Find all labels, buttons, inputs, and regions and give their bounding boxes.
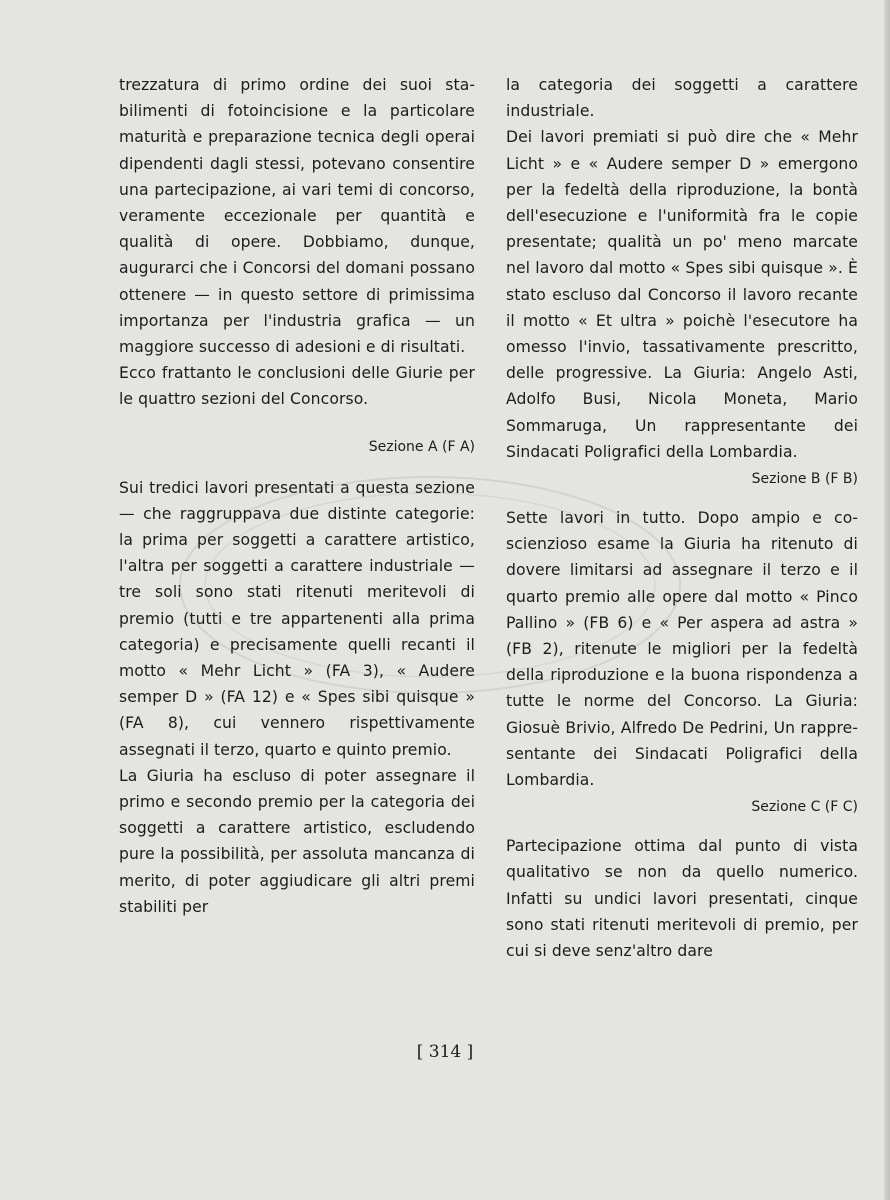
right-paragraph-1: la categoria dei soggetti a carattere industriale. [506,76,858,121]
page-number: [ 314 ] [416,1042,474,1062]
section-heading-a: Sezione A (F A) [368,438,475,455]
left-paragraph-1: trezzatura di primo ordine dei suoi stabilimenti di fotoincisione e la particolare maturità e preparazione tecnica degli operai dipendenti dagli stessi, potevano consentire una partecipazione, ai vari temi di concorso, veramente eccezionale per quantità e qualità di opere. Dobbiamo, dunque, augurarci che i Concorsi del domani possano ottenere — in questo settore di primissima importanza per l'industria grafica — un maggiore successo di adesioni e di risultati. [119,76,475,357]
left-paragraph-3: Sui tredici lavori presentati a questa sezione — che raggruppava due distinte categorie: la prima per soggetti a carattere artistico, l'altra per soggetti a carattere industriale — tre soli sono stati ritenuti meritevoli di premio (tutti e tre appartenenti alla prima categoria) e precisamente quelli recanti il motto « Mehr Licht » (FA 3), « Audere semper D » (FA 12) e « Spes sibi quisque » (FA 8), cui vennero rispettivamente assegnati il terzo, quarto e quinto premio. [119,478,475,759]
left-column [119,72,475,920]
left-paragraph-4: La Giuria ha escluso di poter assegnare il primo e secondo premio per la categoria dei soggetti a carattere artistico, escludendo pure la possibilità, per assoluta mancanza di merito, di poter aggiudicare gli altri premi stabiliti per [119,766,475,916]
right-paragraph-4: Partecipazione ottima dal punto di vista qualitativo se non da quello numerico. Infatti su undici lavori presentati, cinque sono stati ritenuti meritevoli di premio, per cui si deve senz'altro dare [506,837,858,961]
right-paragraph-2: Dei lavori premiati si può dire che « Mehr Licht » e « Audere semper D » emergono per la fedeltà della riproduzione, la bontà dell'esecuzione e l'uniformità fra le copie presentate; qualità un po' meno marcate nel lavoro dal motto « Spes sibi quisque ». È stato escluso dal Concorso il lavoro recante il motto « Et ultra » poichè l'esecutore ha omesso l'invio, tassativamente prescritto, delle progressive. La Giuria: Angelo Asti, Adolfo Busi, Nicola Moneta, Mario Sommaruga, Un rappresentante dei Sindacati Poligrafici della Lombardia. [506,128,858,461]
section-heading-c: Sezione C (F C) [751,799,858,816]
section-heading-b: Sezione B (F B) [751,471,858,488]
left-paragraph-2: Ecco frattanto le conclusioni delle Giurie per le quattro sezioni del Concorso. [119,364,475,409]
right-column [506,72,858,964]
page-edge [884,0,890,1200]
right-paragraph-3: Sette lavori in tutto. Dopo ampio e coscienzioso esame la Giuria ha ritenuto di dovere limitarsi ad assegnare il terzo e il quarto premio alle opere dal motto « Pinco Pallino » (FB 6) e « Per aspera ad astra » (FB 2), ritenute le migliori per la fedeltà della riproduzione e la buona rispondenza a tutte le norme del Concorso. La Giuria: Giosuè Brivio, Alfredo De Pedrini, Un rappresentante dei Sindacati Poligrafici della Lombardia. [506,509,858,790]
